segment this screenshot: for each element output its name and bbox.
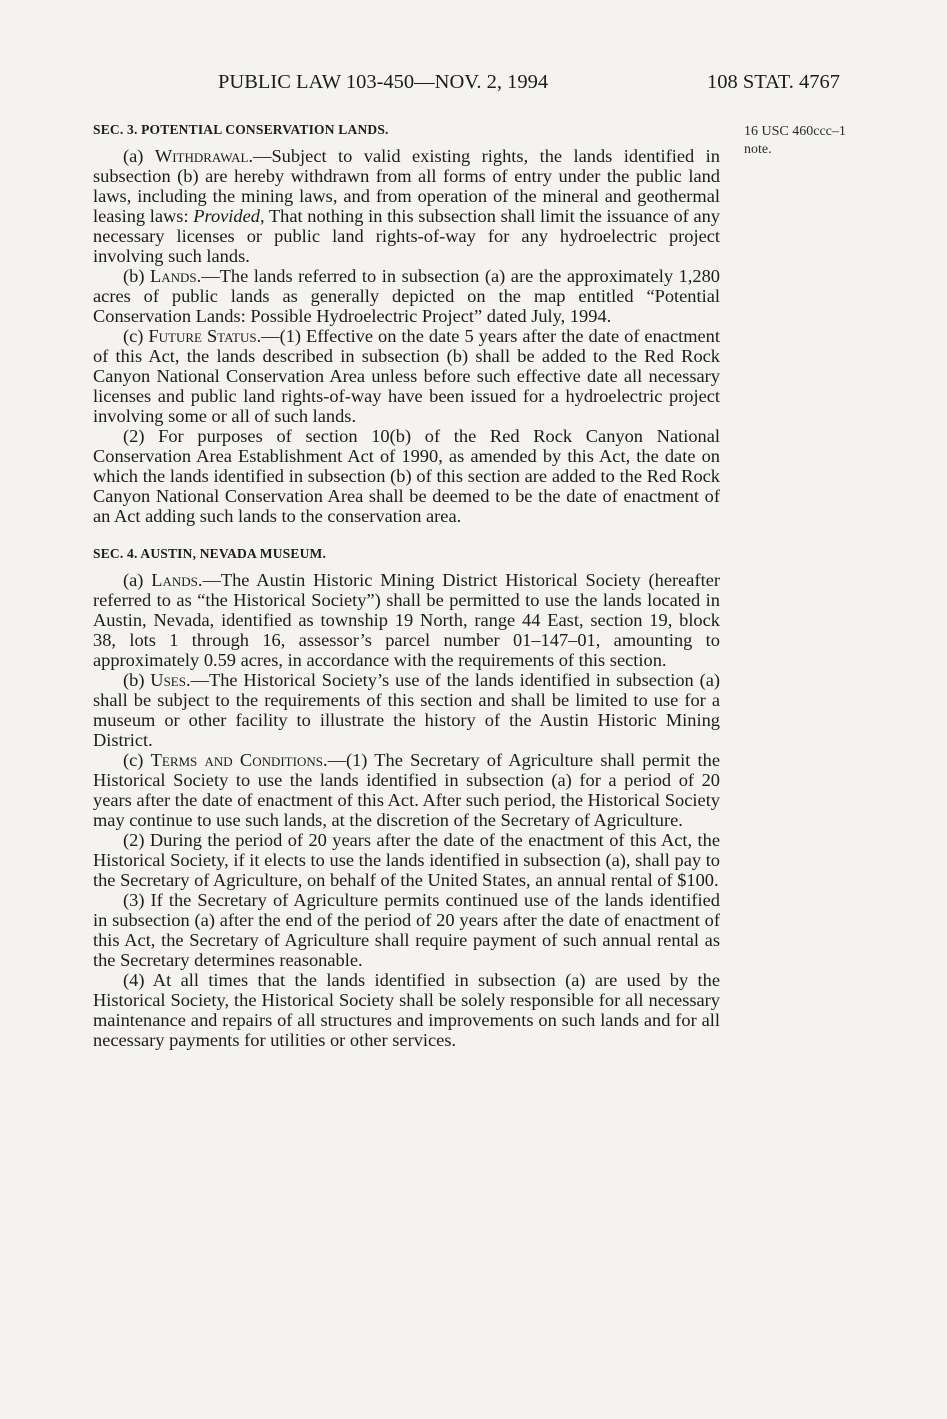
section-3-b [93, 266, 720, 326]
section-3-a-caption: Withdrawal [154, 146, 249, 166]
section-4-b-caption: Uses [150, 670, 186, 690]
page-header [0, 71, 947, 101]
statute-page: 108 STAT. 4767 [707, 71, 840, 93]
section-4-c1-text: .—(1) The Secretary of Agriculture shall permit the Historical Society to use the lands identified in subsection (a) for a period of 20 years after the date of enactment of this Act. After such period, the Historical Society may continue to use such lands, at the discretion of the Secretary of Agriculture. [93, 750, 721, 830]
section-4-a [93, 570, 720, 670]
section-4-c4: (4) At all times that the lands identified in subsection (a) are used by the Historical Society, the Historical Society shall be solely responsible for all necessary maintenance and repairs of all structures and improvements on such lands and for all necessary payments for utilities or other services. [93, 970, 720, 1050]
section-4-a-caption: Lands [151, 570, 198, 590]
section-4-c-label: (c) [123, 750, 151, 770]
section-3-c-caption: Future Status [148, 326, 257, 346]
section-3-b-label: (b) [123, 266, 151, 286]
section-4-b [93, 670, 720, 750]
section-3-b-text: .—The lands referred to in subsection (a) are the approximately 1,280 acres of public lands as generally depicted on the map entitled “Potential Conservation Lands: Possible Hydroelectric Project” dated July, 1994. [93, 266, 720, 326]
section-4-c-caption: Terms and Conditions [150, 750, 323, 770]
law-title: PUBLIC LAW 103-450—NOV. 2, 1994 [218, 71, 549, 93]
section-4-heading: SEC. 4. AUSTIN, NEVADA MUSEUM. [93, 546, 327, 561]
section-3-c1 [93, 326, 720, 426]
section-3-c1-text: .—(1) Effective on the date 5 years after the date of enactment of this Act, the lands described in subsection (b) shall be added to the Red Rock Canyon National Conservation Area unless before such effective date all necessary licenses and public land rights-of-way have been issued for a hydroelectric project involving some or all of such lands. [93, 326, 720, 426]
margin-citation-line1: 16 USC 460ccc–1 [744, 124, 846, 139]
document-body [93, 120, 720, 1050]
section-3-a-text1: .—Subject to valid existing rights, the lands identified in subsection (b) are hereby withdrawn from all forms of entry under the public land laws, including the mining laws, and from operation of the mineral and geothermal leasing laws: [93, 146, 720, 226]
section-4-a-text: .—The Austin Historic Mining District Historical Society (hereafter referred to as “the Historical Society”) shall be permitted to use the lands located in Austin, Nevada, identified as township 19 North, range 44 East, section 19, block 38, lots 1 through 16, assessor’s parcel number 01–147–01, amounting to approximately 0.59 acres, in accordance with the requirements of this section. [93, 570, 720, 670]
section-3-a [93, 146, 720, 266]
section-4-a-label: (a) [123, 570, 152, 590]
section-3-b-caption: Lands [150, 266, 197, 286]
section-4-b-text: .—The Historical Society’s use of the lands identified in subsection (a) shall be subject to the requirements of this section and shall be limited to use for a museum or other facility to illustrate the history of the Austin Historic Mining District. [93, 670, 720, 750]
section-4-c1 [93, 750, 720, 830]
section-3-c2: (2) For purposes of section 10(b) of the Red Rock Canyon National Conservation Area Establishment Act of 1990, as amended by this Act, the date on which the lands identified in subsection (b) of this section are added to the Red Rock Canyon National Conservation Area shall be deemed to be the date of enactment of an Act adding such lands to the conservation area. [93, 426, 720, 526]
section-4-c3: (3) If the Secretary of Agriculture permits continued use of the lands identified in subsection (a) after the end of the period of 20 years after the date of enactment of this Act, the Secretary of Agriculture shall require payment of such annual rental as the Secretary determines reasonable. [93, 890, 720, 970]
margin-citation-line2: note. [744, 142, 772, 157]
margin-citation [744, 123, 846, 159]
section-3-a-text2: , That nothing in this subsection shall limit the issuance of any necessary licenses or public land rights-of-way for any hydroelectric project involving such lands. [93, 206, 721, 266]
section-3-c-label: (c) [123, 326, 149, 346]
section-3-a-label: (a) [123, 146, 155, 166]
section-3-a-italic: Provided [193, 206, 260, 226]
section-3-heading: SEC. 3. POTENTIAL CONSERVATION LANDS. [93, 122, 389, 137]
section-4-b-label: (b) [123, 670, 151, 690]
section-4-c2: (2) During the period of 20 years after the date of the enactment of this Act, the Historical Society, if it elects to use the lands identified in subsection (a), shall pay to the Secretary of Agriculture, on behalf of the United States, an annual rental of $100. [93, 830, 720, 890]
